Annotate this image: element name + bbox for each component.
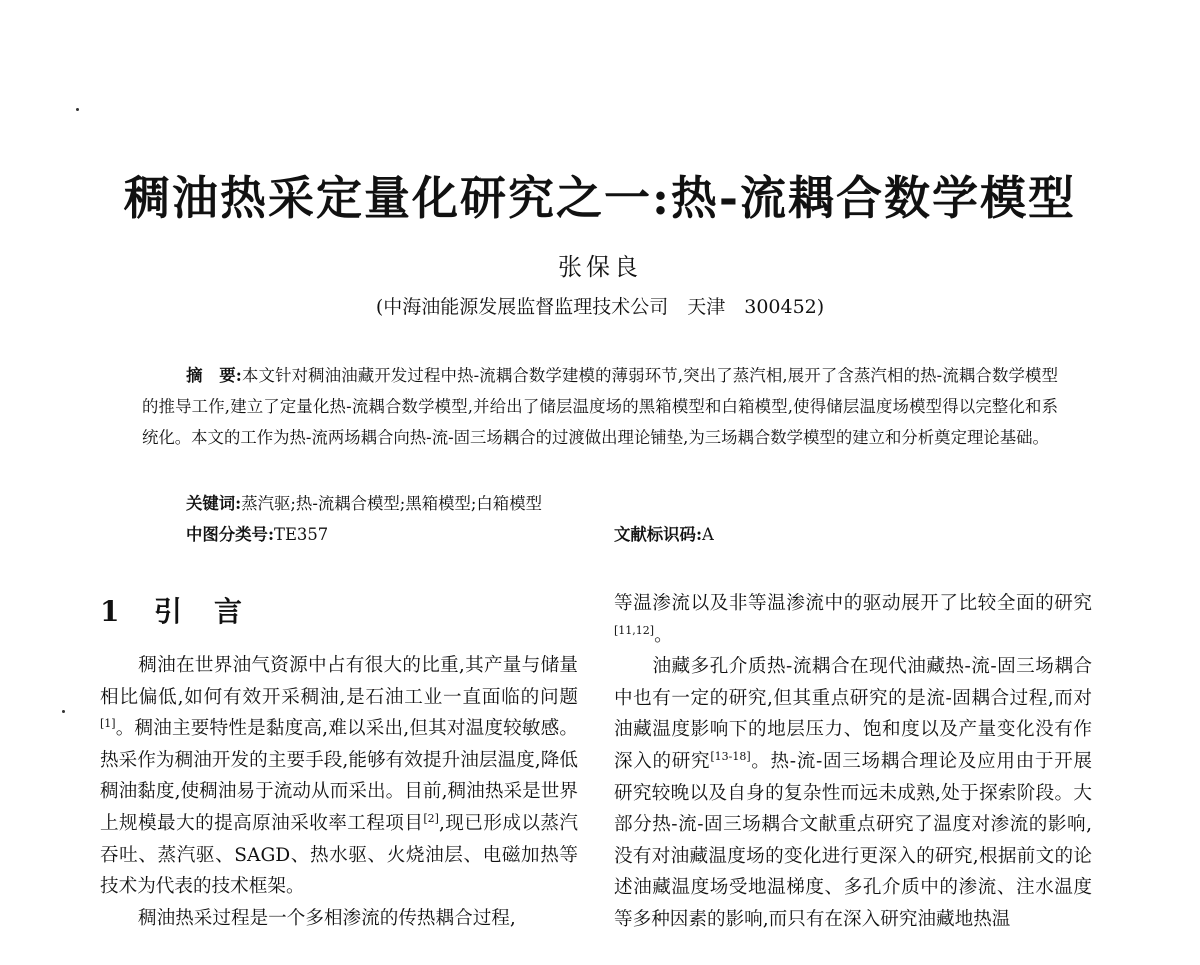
- author-affiliation: (中海油能源发展监督监理技术公司 天津 300452): [375, 296, 825, 318]
- citation-ref: [13-18]: [710, 749, 751, 763]
- scan-speck: [62, 710, 65, 713]
- keywords-label: 关键词:: [186, 494, 242, 513]
- doccode-label: 文献标识码:: [614, 525, 703, 544]
- paragraph-text: 等温渗流以及非等温渗流中的驱动展开了比较全面的研究: [614, 593, 1092, 614]
- paragraph-text: 稠油在世界油气资源中占有很大的比重,其产量与储量相比偏低,如何有效开采稠油,是石油工业一直面临的问题: [100, 655, 578, 708]
- paragraph-text: 油藏多孔介质热-流耦合在现代油藏热-流-固三场耦合中也有一定的研究,但其重点研究的是流-固耦合过程,而对油藏温度影响下的地层压力、饱和度以及产量变化没有作深入的研究: [614, 656, 1092, 772]
- section-title-char-2: 言: [214, 595, 243, 628]
- body-paragraph: [614, 588, 1092, 651]
- paragraph-text: 。稠油主要特性是黏度高,难以采出,但其对温度较敏感。热采作为稠油开发的主要手段,能够有效提升油层温度,降低稠油黏度,使稠油易于流动从而采出。目前,稠油热采是世界上规模最大的提高原油采收率工程项目: [100, 718, 578, 834]
- paragraph-text: 。热-流-固三场耦合理论及应用由于开展研究较晚以及自身的复杂性而远未成熟,处于探索阶段。大部分热-流-固三场耦合文献重点研究了温度对渗流的影响,没有对油藏温度场的变化进行更深入的研究,根据前文的论述油藏温度场受地温梯度、多孔介质中的渗流、注水温度等多种因素的影响,而只有在深入研究油藏地热温: [614, 750, 1092, 930]
- section-number: 1: [100, 595, 120, 628]
- paragraph-text: 稠油热采过程是一个多相渗流的传热耦合过程,: [138, 907, 516, 929]
- clc-value: TE357: [274, 525, 329, 544]
- abstract-text: 本文针对稠油油藏开发过程中热-流耦合数学建模的薄弱环节,突出了蒸汽相,展开了含蒸汽相的热-流耦合数学模型的推导工作,建立了定量化热-流耦合数学模型,并给出了储层温度场的黑箱模型和白箱模型,使得储层温度场模型得以完整化和系统化。本文的工作为热-流两场耦合向热-流-固三场耦合的过渡做出理论铺垫,为三场耦合数学模型的建立和分析奠定理论基础。: [142, 366, 1058, 447]
- left-column: [100, 650, 578, 934]
- keywords: [186, 489, 1066, 519]
- citation-ref: [2]: [423, 811, 439, 825]
- clc-label: 中图分类号:: [186, 525, 275, 544]
- scan-speck: [76, 108, 79, 111]
- body-paragraph: [100, 650, 578, 903]
- paragraph-text: 。: [654, 624, 673, 646]
- body-paragraph: [100, 903, 578, 935]
- clc-number: [186, 520, 328, 550]
- keywords-text: 蒸汽驱;热-流耦合模型;黑箱模型;白箱模型: [241, 494, 542, 513]
- body-paragraph: [614, 651, 1092, 935]
- document-code: [614, 520, 714, 550]
- section-heading: [100, 592, 242, 632]
- section-title-char-1: 引: [154, 595, 183, 628]
- citation-ref: [11,12]: [614, 623, 655, 637]
- right-column: [614, 588, 1092, 936]
- paper-title: 稠油热采定量化研究之一:热-流耦合数学模型: [123, 171, 1077, 225]
- citation-ref: [1]: [100, 717, 116, 730]
- paragraph-text: ,现已形成以蒸汽吞吐、蒸汽驱、SAGD、热水驱、火烧油层、电磁加热等技术为代表的技术框架。: [100, 812, 578, 898]
- abstract: [142, 360, 1058, 453]
- abstract-label: 摘 要:: [186, 366, 242, 385]
- paper-author: 张保良: [558, 253, 642, 281]
- doccode-value: A: [702, 525, 714, 544]
